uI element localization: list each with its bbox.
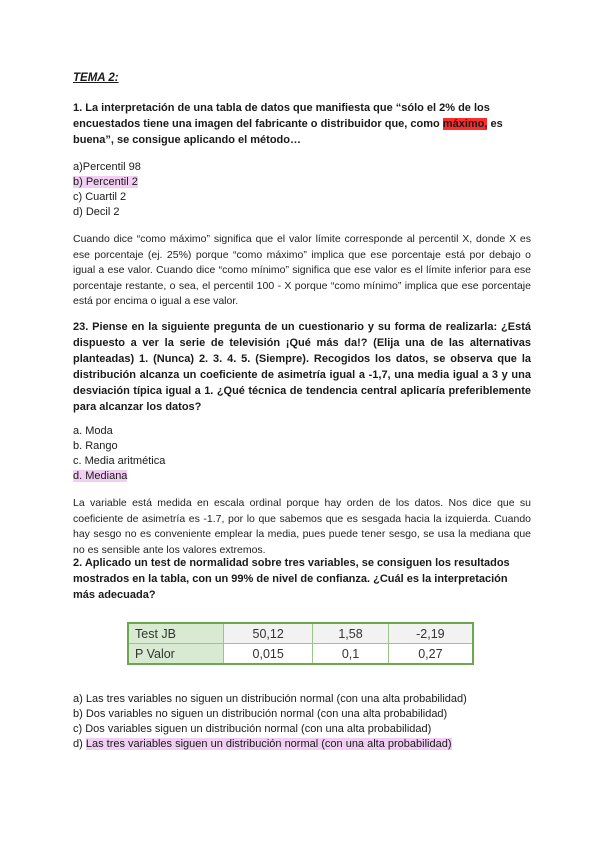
table-row [128, 623, 473, 644]
q2-option-d-answer: Las tres variables siguen un distribución normal (con una alta probabilidad) [85, 738, 452, 750]
question-1 [73, 100, 531, 148]
table-cell: 0,1 [313, 644, 388, 665]
table-cell: 0,015 [224, 644, 313, 665]
q1-option-b [73, 175, 138, 190]
normality-test-table [127, 622, 474, 665]
question-1-highlight: máximo, [442, 118, 488, 130]
table-cell: -2,19 [388, 623, 473, 644]
table-row-label: Test JB [128, 623, 224, 644]
q23-option-d-answer: d. Mediana [73, 470, 128, 482]
q1-option-a: a)Percentil 98 [73, 161, 141, 173]
q23-explanation: La variable está medida en escala ordinal porque hay orden de los datos. Nos dice que su coeficiente de asimetría es -1.7, por lo que sabemos que es sesgada hacia la izquierda. Cuando hay sesgo no es conveniente emplear la media, pues puede tener sesgo, se usa la mediana que no es sensible ante los valores extremos. [73, 497, 531, 556]
q23-option-b: b. Rango [73, 440, 118, 452]
table-row [128, 644, 473, 665]
q1-option-b-answer: b) Percentil 2 [73, 176, 138, 188]
q2-option-b: b) Dos variables no siguen un distribución normal (con una alta probabilidad) [73, 708, 448, 720]
question-1-text-end: es buena”, se consigue aplicando el método… [73, 118, 503, 146]
q2-option-d-prefix: d) [73, 738, 86, 750]
question-23: 23. Piense en la siguiente pregunta de un cuestionario y su forma de realizarla: ¿Está dispuesto a ver la serie de televisión ¡Qué más da!? (Elija una de las alternativas planteadas) 1. (Nunca) 2. 3. 4. 5. (Siempre). Recogidos los datos, se observa que la distribución alcanza un coeficiente de asimetría igual a -1,7, una media igual a 3 y una desviación típica igual a 1. ¿Qué técnica de tendencia central aplicaría preferiblemente para alcanzar los datos? [73, 321, 531, 413]
q23-option-a: a. Moda [73, 425, 113, 437]
question-2: 2. Aplicado un test de normalidad sobre tres variables, se consiguen los resultados mostrados en la tabla, con un 99% de nivel de confianza. ¿Cuál es la interpretación más adecuada? [73, 557, 510, 601]
q23-option-d [73, 469, 127, 484]
question-1-text-start: 1. La interpretación de una tabla de datos que manifiesta que “sólo el 2% de los encuestados tiene una imagen del fabricante o distribuidor que, como [73, 102, 490, 130]
table-cell: 0,27 [388, 644, 473, 665]
q23-option-c: c. Media aritmética [73, 455, 166, 467]
table-cell: 50,12 [224, 623, 313, 644]
table-row-label: P Valor [128, 644, 224, 665]
q2-option-d [73, 737, 452, 752]
q1-option-d: d) Decil 2 [73, 206, 120, 218]
table-cell: 1,58 [313, 623, 388, 644]
q1-explanation: Cuando dice “como máximo” significa que el valor límite corresponde al percentil X, donde X es ese porcentaje (ej. 25%) porque “como máximo” implica que ese porcentaje está por debajo o igual a ese valor. Cuando dice “como mínimo” significa que ese valor es el límite inferior para ese porcentaje restante, o sea, el percentil 100 - X porque “como mínimo” implica que ese porcentaje está por encima o igual a ese valor. [73, 233, 531, 307]
q2-option-c: c) Dos variables siguen un distribución normal (con una alta probabilidad) [73, 723, 432, 735]
page-title: TEMA 2: [73, 72, 119, 84]
q2-option-a: a) Las tres variables no siguen un distribución normal (con una alta probabilidad) [73, 693, 467, 705]
q1-option-c: c) Cuartil 2 [73, 191, 127, 203]
